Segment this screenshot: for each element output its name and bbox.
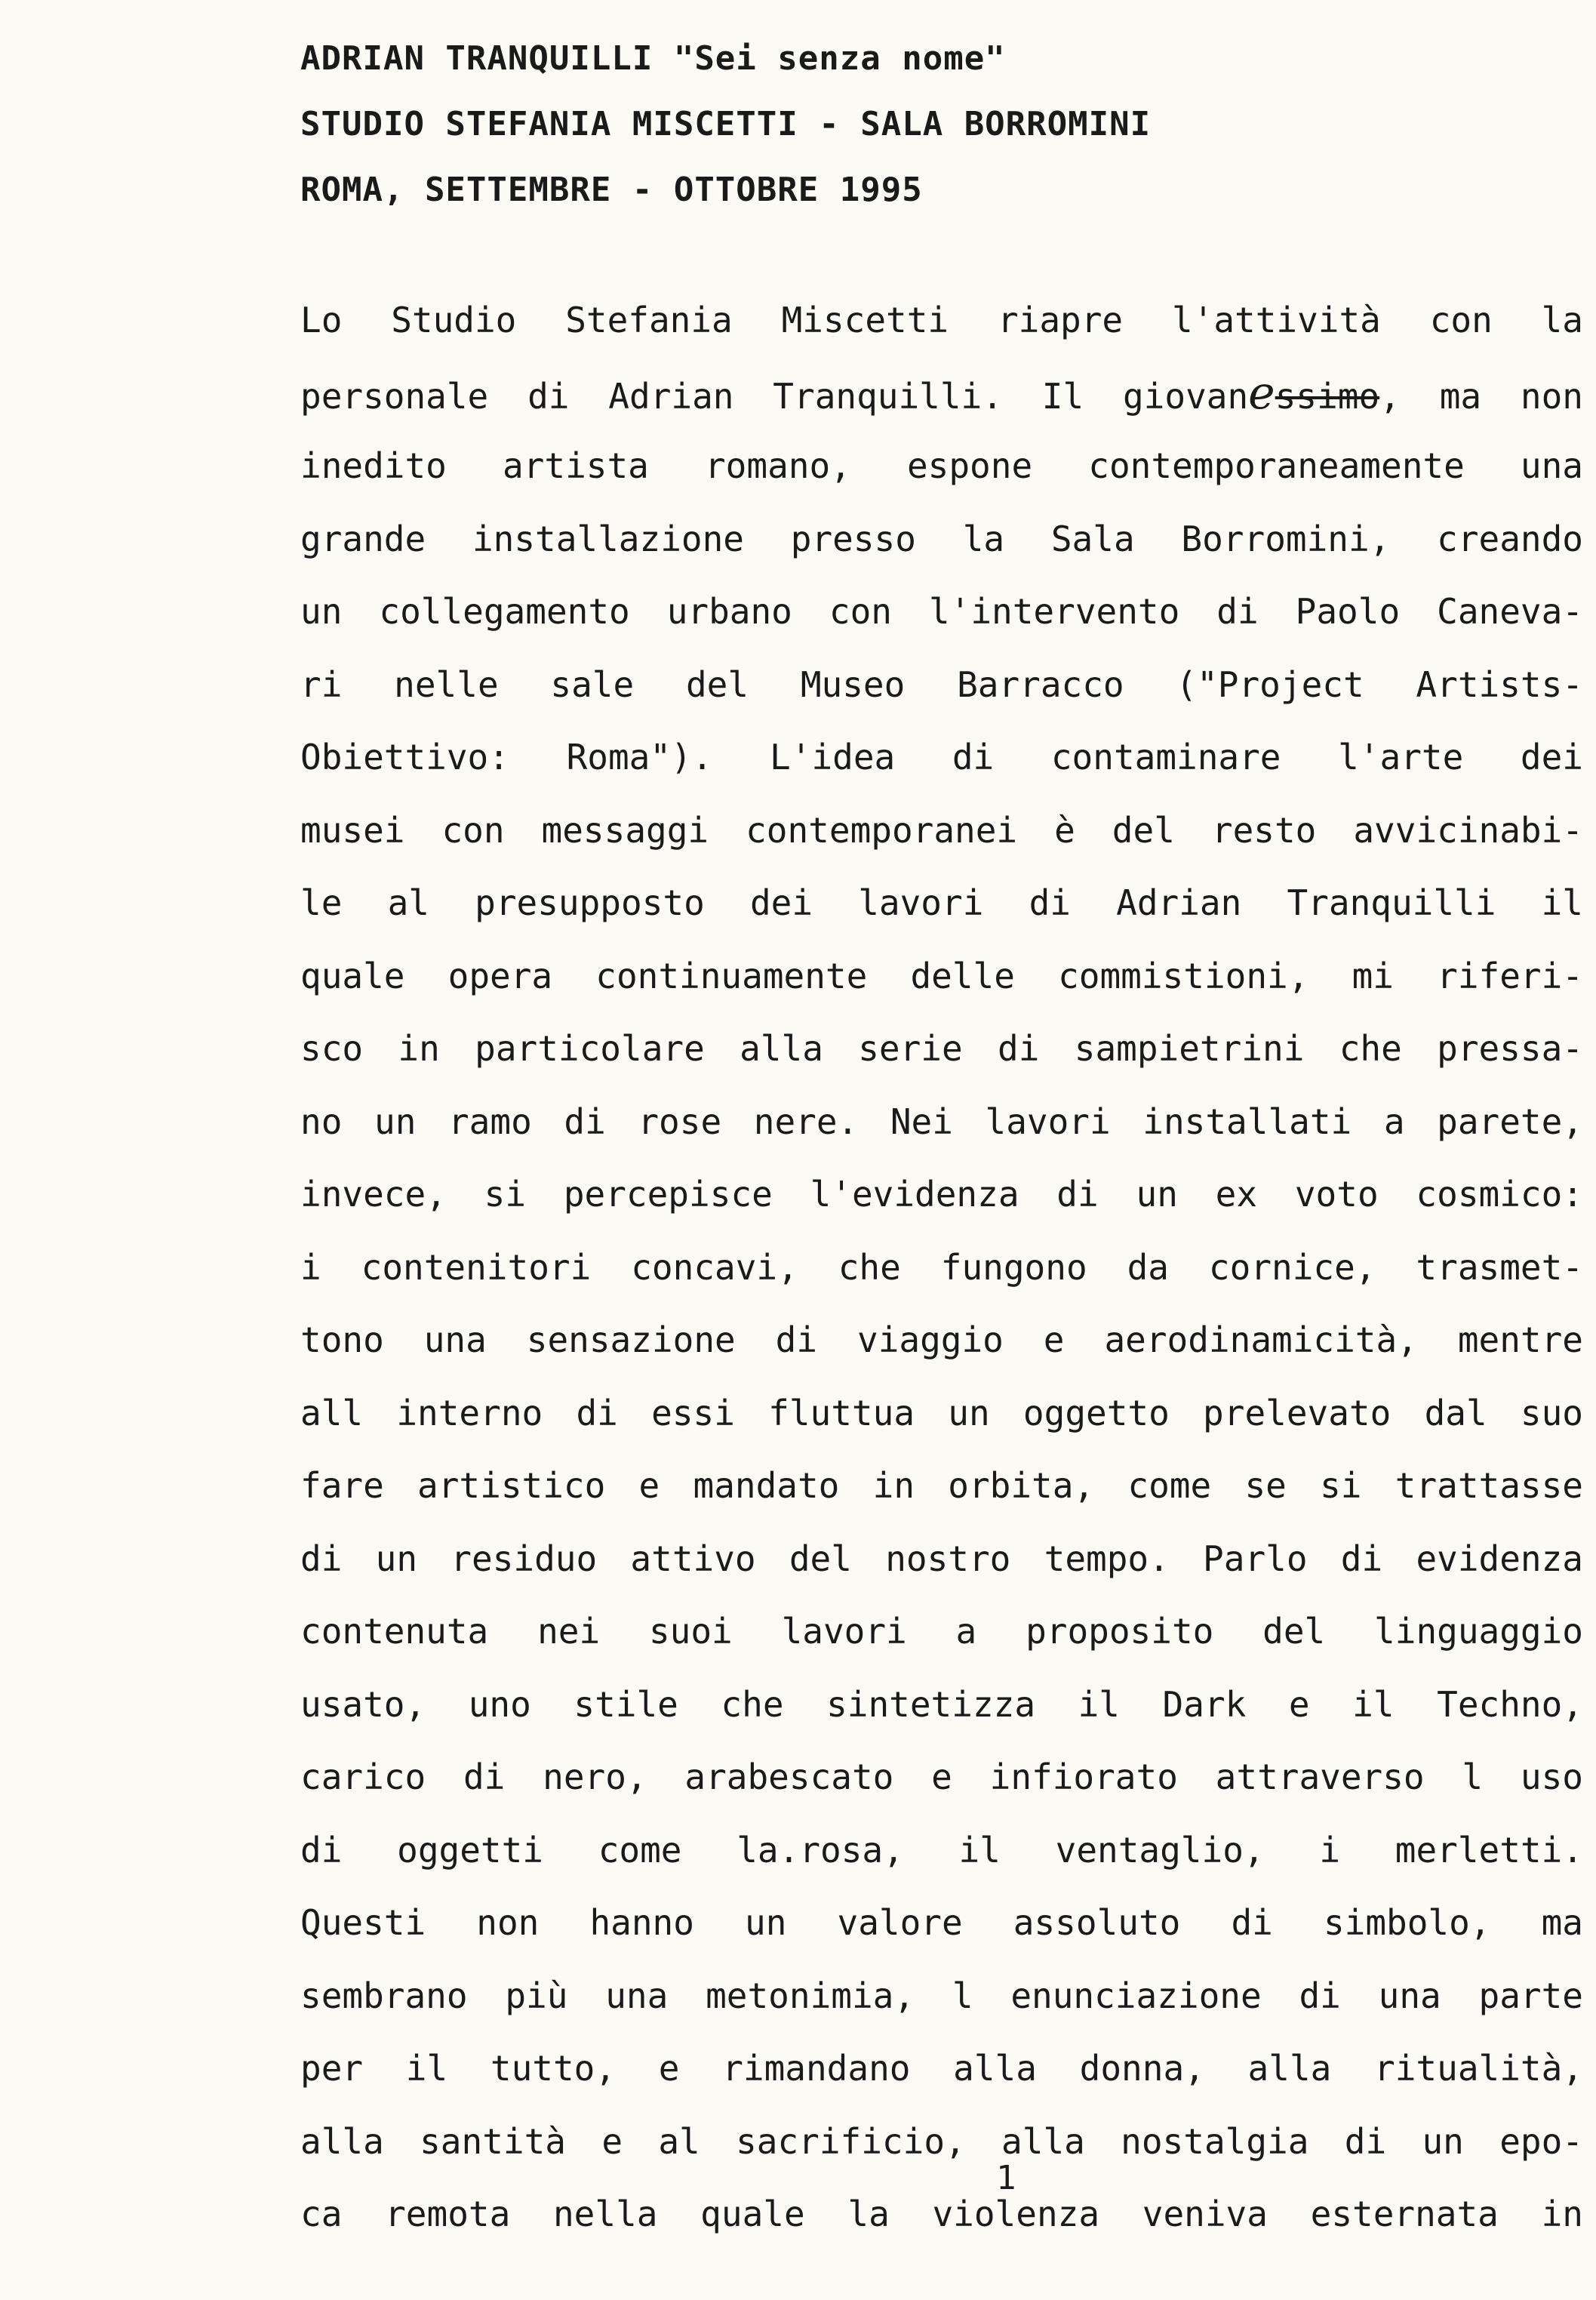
text-line: i contenitori concavi, che fungono da cornice, trasmet- (300, 1246, 1583, 1288)
text-segment: personale di Adrian Tranquilli. Il giovan (300, 375, 1249, 417)
date-line: ROMA, SETTEMBRE - OTTOBRE 1995 (300, 171, 923, 209)
text-line: ri nelle sale del Museo Barracco ("Project Artists- (300, 664, 1583, 705)
text-line: musei con messaggi contemporanei è del resto avvicinabi- (300, 809, 1583, 851)
text-line: contenuta nei suoi lavori a proposito del linguaggio (300, 1611, 1583, 1652)
text-line: per il tutto, e rimandano alla donna, alla ritualità, (300, 2048, 1583, 2089)
text-line: le al presupposto dei lavori di Adrian Tranquilli il (300, 882, 1583, 923)
body-text (300, 296, 1583, 2263)
text-line: grande installazione presso la Sala Borromini, creando (300, 518, 1583, 559)
venue-line: STUDIO STEFANIA MISCETTI - SALA BORROMINI (300, 105, 1152, 143)
text-line: sco in particolare alla serie di sampietrini che pressa- (300, 1028, 1583, 1069)
text-line: di un residuo attivo del nostro tempo. Parlo di evidenza (300, 1538, 1583, 1579)
text-line: ca remota nella quale la violenza veniva esternata in (300, 2194, 1583, 2234)
text-line: carico di nero, arabescato e infiorato attraverso l uso (300, 1757, 1583, 1797)
document-title: ADRIAN TRANQUILLI "Sei senza nome" (300, 39, 1006, 78)
text-line: all interno di essi fluttua un oggetto prelevato dal suo (300, 1392, 1583, 1433)
text-line: sembrano più una metonimia, l enunciazione di una parte (300, 1975, 1583, 2016)
text-line: invece, si percepisce l'evidenza di un ex voto cosmico: (300, 1174, 1583, 1215)
text-line: alla santità e al sacrificio, alla nostalgia di un epo- (300, 2120, 1583, 2162)
text-line: un collegamento urbano con l'intervento di Paolo Caneva- (300, 591, 1583, 632)
text-line: Obiettivo: Roma"). L'idea di contaminare l'arte dei (300, 737, 1583, 777)
text-line: usato, uno stile che sintetizza il Dark e il Techno, (300, 1683, 1583, 1725)
text-line: quale opera continuamente delle commistioni, mi riferi- (300, 955, 1583, 996)
struck-text: ssimo (1275, 375, 1380, 417)
text-segment: , ma non (1379, 375, 1584, 417)
text-line: di oggetti come la.rosa, il ventaglio, i merletti. (300, 1829, 1583, 1870)
text-line: Lo Studio Stefania Miscetti riapre l'attività con la (300, 300, 1583, 340)
text-line-corrected (300, 366, 1584, 442)
text-line: no un ramo di rose nere. Nei lavori installati a parete, (300, 1101, 1583, 1142)
page-number: 1 (996, 2159, 1016, 2197)
text-line: Questi non hanno un valore assoluto di simbolo, ma (300, 1902, 1583, 1943)
text-line: fare artistico e mandato in orbita, come se si trattasse (300, 1465, 1583, 1506)
text-line: inedito artista romano, espone contemporaneamente una (300, 445, 1583, 486)
text-line: tono una sensazione di viaggio e aerodinamicità, mentre (300, 1319, 1583, 1360)
handwritten-correction: e (1248, 366, 1275, 420)
